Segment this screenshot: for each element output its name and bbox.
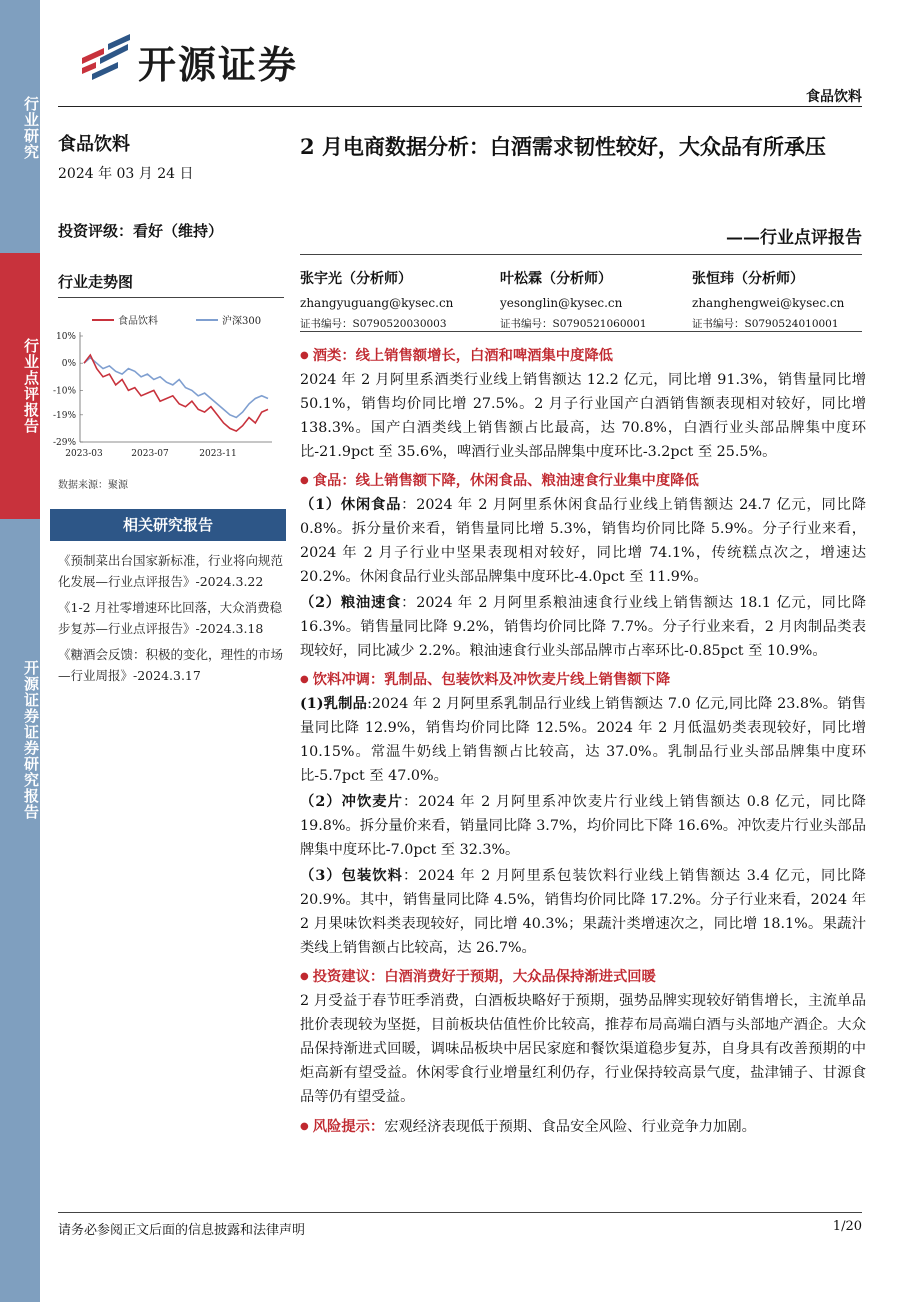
related-reports-list — [58, 550, 284, 691]
analyst-name: 张恒玮（分析师） — [692, 271, 804, 287]
page-number: 1/20 — [832, 1219, 862, 1234]
bullet-icon: ● — [300, 674, 309, 685]
related-report-item[interactable]: 《糖酒会反馈：积极的变化，理性的市场—行业周报》-2024.3.17 — [58, 647, 284, 683]
analyst-card — [300, 268, 490, 331]
analyst-email[interactable]: zhangyuguang@kysec.cn — [300, 296, 454, 310]
side-label-bottom: 开源证券证券研究报告 — [22, 660, 40, 820]
section-paragraph: （3）包装饮料：2024 年 2 月阿里系包装饮料行业线上销售额达 3.4 亿元，同比降 20.9%。其中，销售量同比降 4.5%，销售均价同比降 17.2%。分子行业来看，2024 年 2 月果味饮料类表现较好，同比增 40.3%；果蔬汁类增速次之，同比增 18.1%。果蔬汁类线上销售额占比较高，达 26.7%。 — [300, 868, 866, 956]
report-title: 2 月电商数据分析：白酒需求韧性较好，大众品有所承压 — [300, 134, 826, 159]
report-type: ——行业点评报告 — [726, 228, 862, 248]
x-tick-label: 2023-03 — [65, 449, 103, 459]
analyst-divider-top — [300, 254, 862, 255]
section-paragraph: (1)乳制品:2024 年 2 月阿里系乳制品行业线上销售额达 7.0 亿元,同比降 23.8%。销售量同比降 12.9%，销售均价同比降 12.5%。2024 年 2 月低温奶类表现较好，同比增 10.15%。常温牛奶线上销售额占比较高，达 37.0%。乳制品行业头部品牌集中度环比-5.7pct 至 47.0%。 — [300, 696, 867, 784]
x-tick-label: 2023-11 — [199, 449, 237, 459]
trend-chart — [50, 306, 290, 466]
report-body — [300, 339, 866, 1141]
chart-source: 数据来源：聚源 — [58, 480, 128, 491]
report-date: 2024 年 03 月 24 日 — [58, 166, 194, 182]
legend-label: 沪深300 — [222, 316, 262, 327]
related-report-item[interactable]: 《1-2 月社零增速环比回落，大众消费稳步复苏—行业点评报告》-2024.3.18 — [58, 600, 283, 636]
trend-chart-title: 行业走势图 — [58, 273, 134, 291]
y-tick-label: -19% — [52, 410, 76, 421]
section-heading: ● 食品：线上销售额下降，休闲食品、粮油速食行业集中度降低 — [300, 473, 699, 489]
section-heading: ● 酒类：线上销售额增长，白酒和啤酒集中度降低 — [300, 348, 613, 364]
x-tick-label: 2023-07 — [131, 449, 169, 459]
analyst-name: 叶松霖（分析师） — [500, 271, 612, 287]
section-paragraph: （2）冲饮麦片：2024 年 2 月阿里系冲饮麦片行业线上销售额达 0.8 亿元，同比降 19.8%。拆分量价来看，销量同比降 3.7%，均价同比下降 16.6%。冲饮麦片行业头部品牌集中度环比-7.0pct 至 32.3%。 — [300, 794, 866, 858]
footer-disclaimer: 请务必参阅正文后面的信息披露和法律声明 — [58, 1223, 306, 1238]
section-paragraph: （2）粮油速食：2024 年 2 月阿里系粮油速食行业线上销售额达 18.1 亿元，同比降 16.3%。销售量同比降 9.2%，销售均价同比降 7.7%。分子行业来看，2 月肉制品类表现较好，同比减少 2.2%。粮油速食行业头部品牌市占率环比-0.85pct 至 10.9%。 — [300, 595, 866, 659]
sector-name: 食品饮料 — [58, 134, 130, 155]
related-report-item[interactable]: 《预制菜出台国家新标准，行业将向规范化发展—行业点评报告》-2024.3.22 — [58, 553, 284, 589]
bullet-icon: ● — [300, 971, 309, 982]
header-divider — [58, 106, 862, 107]
series-line — [84, 358, 268, 418]
analyst-cert: 证书编号：S0790521060001 — [500, 318, 647, 330]
analyst-cert: 证书编号：S0790524010001 — [692, 318, 839, 330]
company-logo — [78, 28, 378, 88]
section-heading: ● 饮料冲调：乳制品、包装饮料及冲饮麦片线上销售额下降 — [300, 672, 671, 688]
analyst-email[interactable]: zhanghengwei@kysec.cn — [692, 296, 845, 310]
analyst-email[interactable]: yesonglin@kysec.cn — [500, 296, 623, 310]
bullet-icon: ● — [300, 475, 309, 486]
legend-label: 食品饮料 — [118, 316, 158, 327]
analyst-cert: 证书编号：S0790520030003 — [300, 318, 447, 330]
y-tick-label: 10% — [55, 332, 76, 342]
section-paragraph: 2 月受益于春节旺季消费，白酒板块略好于预期，强势品牌实现较好销售增长，主流单品批价表现较为坚挺，目前板块估值性价比较高，推荐布局高端白酒与头部地产酒企。大众品保持渐进式回暖，调味品板块中居民家庭和餐饮渠道稳步复苏，自身具有改善预期的中炬高新有望受益。休闲零食行业增量红利仍存，行业保持较高景气度，盐津铺子、甘源食品等仍有望受益。 — [300, 993, 866, 1105]
trend-divider — [58, 297, 284, 298]
side-label-middle: 行业点评报告 — [22, 338, 40, 434]
bullet-icon: ● — [300, 1121, 309, 1132]
logo-mark-icon — [78, 28, 134, 84]
header-industry: 食品饮料 — [806, 89, 862, 105]
y-tick-label: 0% — [61, 359, 76, 370]
section-paragraph: 2024 年 2 月阿里系酒类行业线上销售额达 12.2 亿元，同比增 91.3%，销售量同比增 50.1%，销售均价同比增 27.5%。2 月子行业国产白酒销售额表现相对较好，同比增 138.3%。国产白酒类线上销售额占比最高，达 70.8%，白酒行业头部品牌集中度环比-21.9pct 至 35.6%，啤酒行业头部品牌集中度环比-3.2pct 至 25.5%。 — [300, 372, 866, 460]
side-strip — [0, 0, 40, 1302]
analyst-card — [692, 268, 882, 331]
related-reports-header: 相关研究报告 — [50, 509, 286, 541]
analyst-name: 张宇光（分析师） — [300, 271, 412, 287]
bullet-icon: ● — [300, 350, 309, 361]
y-tick-label: -10% — [52, 386, 76, 397]
series-line — [84, 355, 268, 431]
analyst-card — [500, 268, 690, 331]
analyst-divider-bottom — [300, 331, 862, 332]
risk-note: ● 风险提示：宏观经济表现低于预期、食品安全风险、行业竞争力加剧。 — [300, 1119, 756, 1135]
company-name: 开源证券 — [138, 43, 299, 87]
section-paragraph: （1）休闲食品：2024 年 2 月阿里系休闲食品行业线上销售额达 24.7 亿元，同比降 0.8%。拆分量价来看，销售量同比增 5.3%，销售均价同比降 5.9%。分子行业来看，2024 年 2 月子行业中坚果表现相对较好，同比增 74.1%，传统糕点次之，增速达 20.2%。休闲食品行业头部品牌集中度环比-4.0pct 至 11.9%。 — [300, 497, 866, 585]
investment-rating: 投资评级：看好（维持） — [58, 222, 224, 240]
footer-divider — [58, 1212, 862, 1213]
section-heading: ● 投资建议：白酒消费好于预期，大众品保持渐进式回暖 — [300, 969, 656, 985]
y-tick-label: -29% — [52, 438, 76, 448]
side-label-top: 行业研究 — [22, 96, 40, 160]
